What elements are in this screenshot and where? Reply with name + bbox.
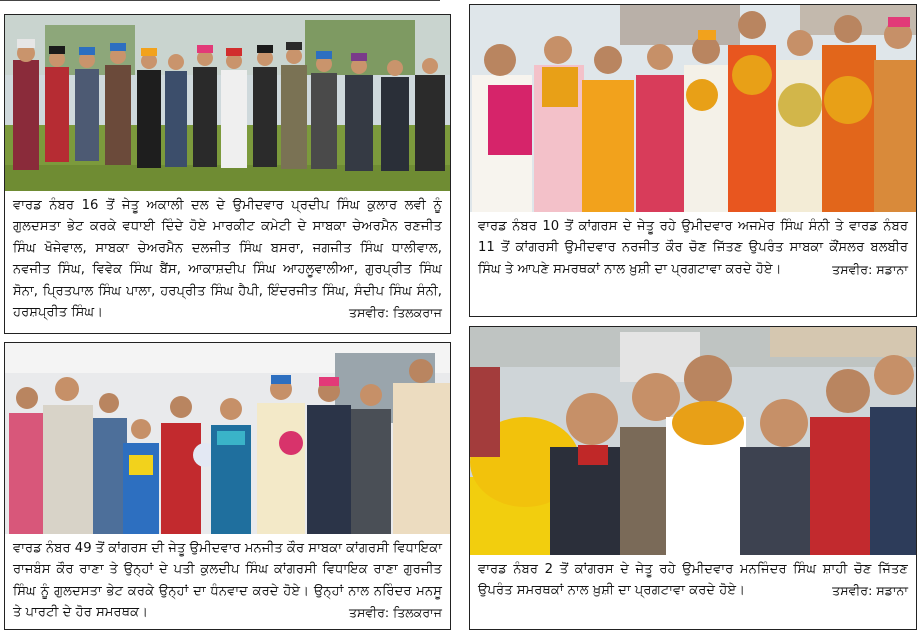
caption-text: ਵਾਰਡ ਨੰਬਰ 49 ਤੋਂ ਕਾਂਗਰਸ ਦੀ ਜੇਤੂ ਉਮੀਦਵਾਰ ਮਨਜੀਤ ਕੌਰ ਸਾਬਕਾ ਕਾਂਗਰਸੀ ਵਿਧਾਇਕਾ ਰਾਜਬੰਸ ਕੌਰ ਰਾਣਾ ਤੇ ਉਨ੍ਹਾਂ ਦੇ ਪਤੀ ਕੁਲਦੀਪ ਸਿੰਘ ਕਾਂਗਰਸੀ ਵਿਧਾਇਕ ਰਾਣਾ ਗੁਰਜੀਤ ਸਿੰਘ ਨੂੰ ਗੁਲਦਸਤਾ ਭੇਟ ਕਰਕੇ ਉਨ੍ਹਾਂ ਦਾ ਧੰਨਵਾਦ ਕਰਦੇ ਹੋਏ। ਉਨ੍ਹਾਂ ਨਾਲ ਨਰਿੰਦਰ ਮਨਸੂ ਤੇ ਪਾਰਟੀ ਦੇ ਹੋਰ ਸਮਰਥਕ। xyxy=(13,541,442,621)
caption-text: ਵਾਰਡ ਨੰਬਰ 2 ਤੋਂ ਕਾਂਗਰਸ ਦੇ ਜੇਤੂ ਰਹੇ ਉਮੀਦਵਾਰ ਮਨਜਿੰਦਰ ਸਿੰਘ ਸ਼ਾਹੀ ਚੋਣ ਜਿੱਤਣ ਉਪਰੰਤ ਸਮਰਥਕਾਂ ਨਾਲ ਖ਼ੁਸ਼ੀ ਦਾ ਪ੍ਰਗਟਾਵਾ ਕਰਦੇ ਹੋਏ। xyxy=(478,562,908,599)
photo-credit: ਤਸਵੀਰ: ਤਿਲਕਰਾਜ xyxy=(348,605,442,621)
photo-caption xyxy=(5,191,450,333)
photo-caption xyxy=(5,534,450,629)
caption-text: ਵਾਰਡ ਨੰਬਰ 16 ਤੋਂ ਜੇਤੂ ਅਕਾਲੀ ਦਲ ਦੇ ਉਮੀਦਵਾਰ ਪ੍ਰਦੀਪ ਸਿੰਘ ਕੁਲਾਰ ਲਵੀ ਨੂੰ ਗੁਲਦਸਤਾ ਭੇਟ ਕਰਕੇ ਵਧਾਈ ਦਿੰਦੇ ਹੋਏ ਮਾਰਕੀਟ ਕਮੇਟੀ ਦੇ ਸਾਬਕਾ ਚੇਅਰਮੈਨ ਰਣਜੀਤ ਸਿੰਘ ਖੋਜੇਵਾਲ, ਸਾਬਕਾ ਚੇਅਰਮੈਨ ਦਲਜੀਤ ਸਿੰਘ ਬਸਰਾ, ਜਗਜੀਤ ਸਿੰਘ ਧਾਲੀਵਾਲ, ਨਵਜੀਤ ਸਿੰਘ, ਵਿਵੇਕ ਸਿੰਘ ਬੈਂਸ, ਆਕਾਸ਼ਦੀਪ ਸਿੰਘ ਆਹਲੂਵਾਲੀਆ, ਗੁਰਪ੍ਰੀਤ ਸਿੰਘ ਸੋਨਾ, ਪ੍ਰਿਤਪਾਲ ਸਿੰਘ ਪਾਲਾ, ਹਰਪ੍ਰੀਤ ਸਿੰਘ ਹੈਪੀ, ਇੰਦਰਜੀਤ ਸਿੰਘ, ਸੰਦੀਪ ਸਿੰਘ ਸੰਨੀ, ਹਰਸ਼ਪ੍ਰੀਤ ਸਿੰਘ। xyxy=(13,198,442,321)
photo-credit: ਤਸਵੀਰ: ਤਿਲਕਰਾਜ xyxy=(348,305,442,321)
news-photo-panel-4 xyxy=(469,326,917,630)
top-rule xyxy=(0,0,440,4)
news-photo-panel-1 xyxy=(4,14,451,334)
photo-winner-supporters xyxy=(470,327,916,557)
news-photo-panel-3 xyxy=(4,342,451,630)
photo-group-indoor xyxy=(5,343,450,536)
photo-credit: ਤਸਵੀਰ: ਸਡਾਨਾ xyxy=(832,583,908,599)
news-photo-panel-2 xyxy=(469,4,917,317)
photo-group-outdoor xyxy=(5,15,450,193)
photo-caption xyxy=(470,212,916,316)
photo-caption xyxy=(470,555,916,629)
photo-credit: ਤਸਵੀਰ: ਸਡਾਨਾ xyxy=(832,261,908,277)
photo-winners-garlands xyxy=(470,5,916,214)
caption-text: ਵਾਰਡ ਨੰਬਰ 10 ਤੋਂ ਕਾਂਗਰਸ ਦੇ ਜੇਤੂ ਰਹੇ ਉਮੀਦਵਾਰ ਅਜਮੇਰ ਸਿੰਘ ਸੰਨੀ ਤੇ ਵਾਰਡ ਨੰਬਰ 11 ਤੋਂ ਕਾਂਗਰਸੀ ਉਮੀਦਵਾਰ ਨਰਜੀਤ ਕੌਰ ਚੋਣ ਜਿੱਤਣ ਉਪਰੰਤ ਸਾਬਕਾ ਕੌਂਸਲਰ ਬਲਬੀਰ ਸਿੰਘ ਤੇ ਆਪਣੇ ਸਮਰਥਕਾਂ ਨਾਲ ਖ਼ੁਸ਼ੀ ਦਾ ਪ੍ਰਗਟਾਵਾ ਕਰਦੇ ਹੋਏ। xyxy=(478,219,908,277)
